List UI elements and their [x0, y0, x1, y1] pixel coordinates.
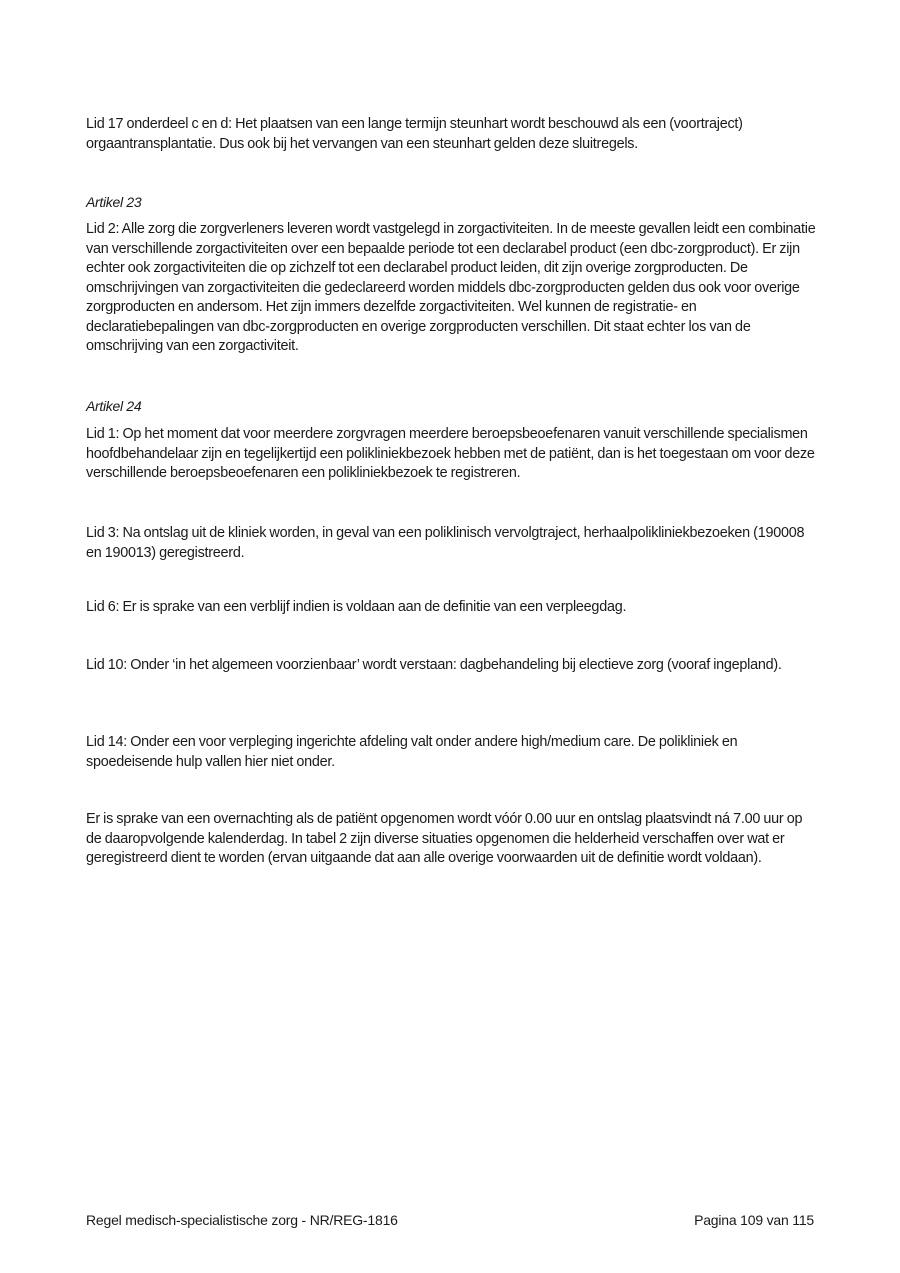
paragraph-artikel-23-lid-2: Lid 2: Alle zorg die zorgverleners leveren wordt vastgelegd in zorgactiviteiten. In de meeste gevallen leidt een combinatie van verschillende zorgactiviteiten over een bepaalde periode tot een declarabel product (een dbc-zorgproduct). Er zijn echter ook zorgactiviteiten die op zichzelf tot een declarabel product leiden, dit zijn overige zorgproducten. De omschrijvingen van zorgactiviteiten die gedeclareerd worden middels dbc-zorgproducten gelden dus ook voor overige zorgproducten en andersom. Het zijn immers dezelfde zorgactiviteiten. Wel kunnen de registratie- en declaratiebepalingen van dbc-zorgproducten en overige zorgproducten verschillen. Dit staat echter los van de omschrijving van een zorgactiviteit.	[86, 221, 816, 354]
paragraph-lid-3: Lid 3: Na ontslag uit de kliniek worden, in geval van een poliklinisch vervolgtraject, herhaalpolikliniekbezoeken (190008 en 190013) geregistreerd.	[86, 525, 805, 561]
footer-document-title: Regel medisch-specialistische zorg - NR/REG-1816	[86, 1212, 398, 1228]
heading-artikel-23: Artikel 23	[86, 194, 142, 210]
paragraph-lid-14: Lid 14: Onder een voor verpleging ingerichte afdeling valt onder andere high/medium care. De polikliniek en spoedeisende hulp vallen hier niet onder.	[86, 734, 738, 770]
heading-artikel-24: Artikel 24	[86, 398, 142, 414]
footer-page-number: Pagina 109 van 115	[694, 1212, 814, 1228]
paragraph-artikel-24-lid-1: Lid 1: Op het moment dat voor meerdere zorgvragen meerdere beroepsbeoefenaren vanuit verschillende specialismen hoofdbehandelaar zijn en tegelijkertijd een polikliniekbezoek hebben met de patiënt, dan is het toegestaan om voor deze verschillende beroepsbeoefenaren een polikliniekbezoek te registreren.	[86, 426, 815, 481]
paragraph-lid-17: Lid 17 onderdeel c en d: Het plaatsen van een lange termijn steunhart wordt beschouwd als een (voortraject) orgaantransplantatie. Dus ook bij het vervangen van een steunhart gelden deze sluitregels.	[86, 116, 743, 152]
paragraph-lid-6: Lid 6: Er is sprake van een verblijf indien is voldaan aan de definitie van een verpleegdag.	[86, 599, 627, 615]
paragraph-lid-10: Lid 10: Onder ‘in het algemeen voorzienbaar’ wordt verstaan: dagbehandeling bij electieve zorg (vooraf ingepland).	[86, 657, 782, 673]
paragraph-overnachting: Er is sprake van een overnachting als de patiënt opgenomen wordt vóór 0.00 uur en ontslag plaatsvindt ná 7.00 uur op de daaropvolgende kalenderdag. In tabel 2 zijn diverse situaties opgenomen die helderheid verschaffen over wat er geregistreerd dient te worden (ervan uitgaande dat aan alle overige voorwaarden uit de definitie wordt voldaan).	[86, 811, 803, 866]
